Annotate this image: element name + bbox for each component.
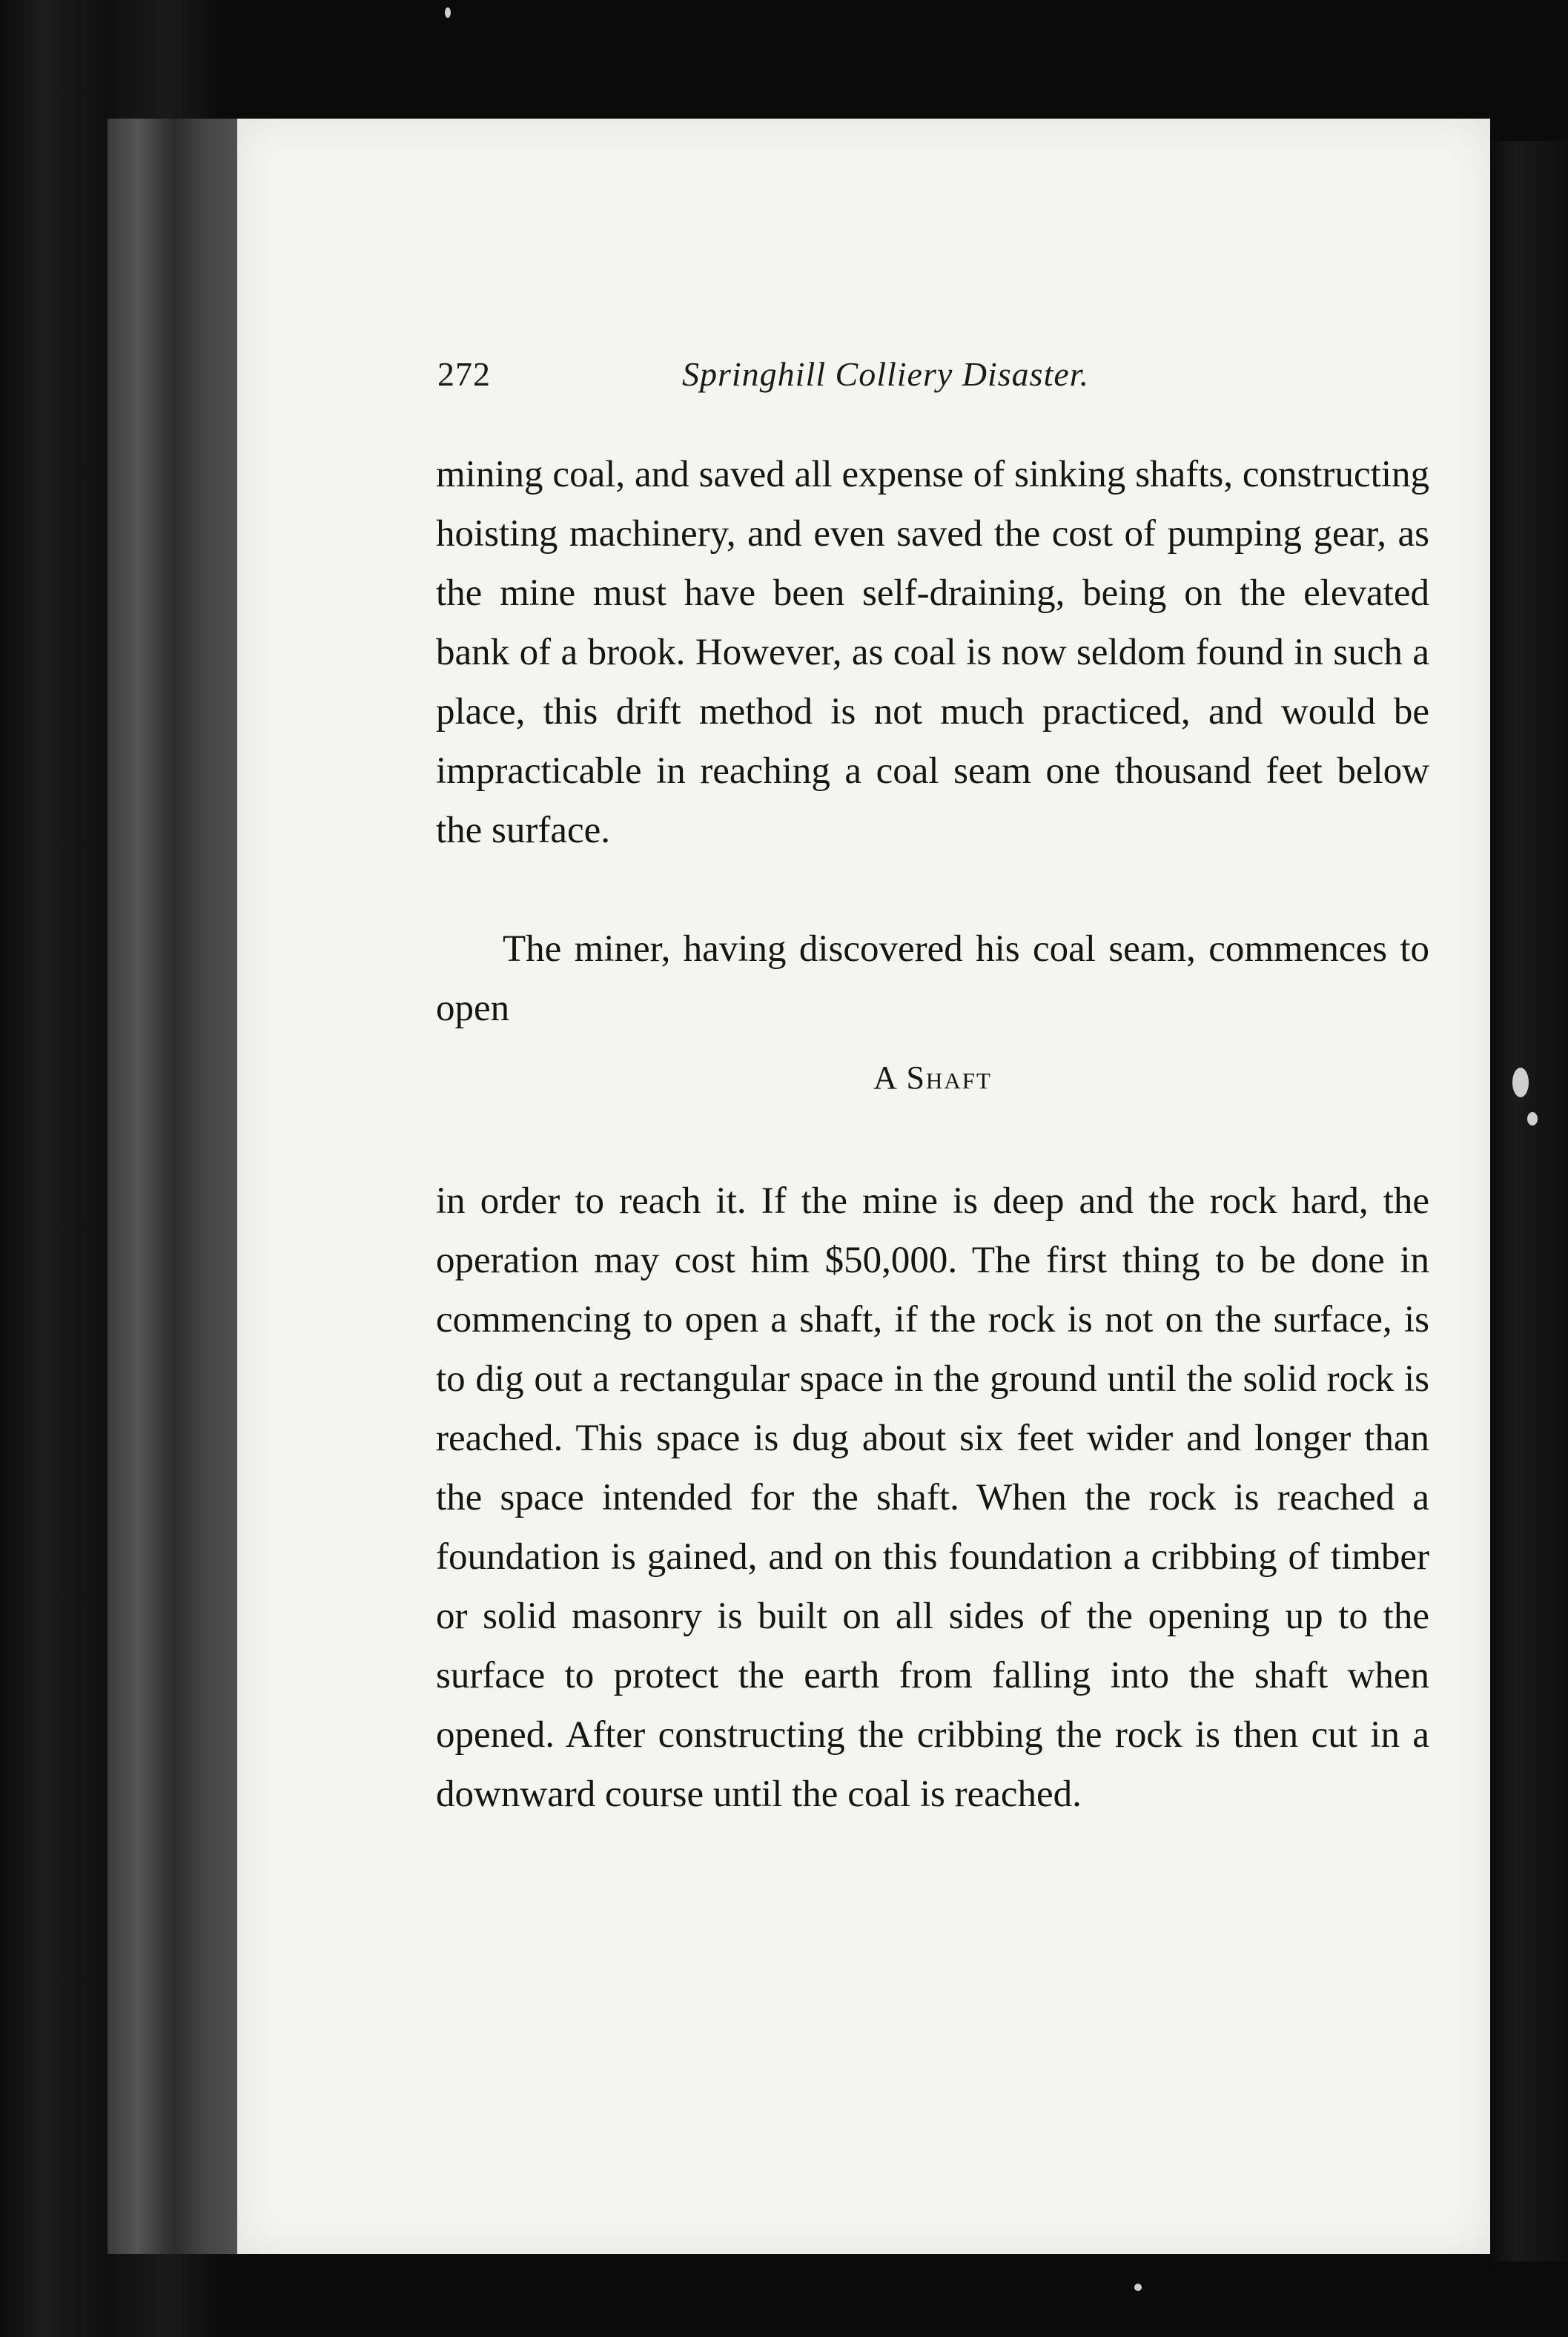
book-page [237, 119, 1490, 2254]
page-header [437, 354, 1423, 414]
scan-speck [1134, 2284, 1142, 2291]
scan-speck [1512, 1068, 1529, 1097]
scan-speck [445, 7, 451, 18]
running-title: Springhill Colliery Disaster. [682, 355, 1090, 393]
page-number: 272 [437, 355, 491, 393]
section-heading: A Shaft [873, 1060, 992, 1096]
paragraph-3: in order to reach it. If the mine is deep and the rock hard, the operation may cost him $50,000. The first thing to be done in commencing to open a shaft, if the rock is not on the surface, is to dig out a rectangular space in the ground until the solid rock is reached. This space is dug about six feet wider and longer than the space intended for the shaft. When the rock is reached a foundation is gained, and on this foundation a cribbing of timber or solid masonry is built on all sides of the opening up to the surface to protect the earth from falling into the shaft when opened. After constructing the cribbing the rock is then cut in a downward course until the coal is reached. [436, 1180, 1429, 1815]
book-spine-edge [107, 119, 237, 2254]
paragraph-2: The miner, having discovered his coal seam, commences to open [436, 928, 1429, 1029]
paragraph-1: mining coal, and saved all expense of sinking shafts, constructing hoisting machinery, and even saved the cost of pumping gear, as the mine must have been self-draining, being on the elevated bank of a brook. However, as coal is now seldom found in such a place, this drift method is not much practiced, and would be impracticable in reaching a coal seam one thousand feet below the surface. [436, 454, 1429, 851]
scan-speck [1527, 1112, 1538, 1125]
page-stack-edge [1486, 141, 1568, 2261]
